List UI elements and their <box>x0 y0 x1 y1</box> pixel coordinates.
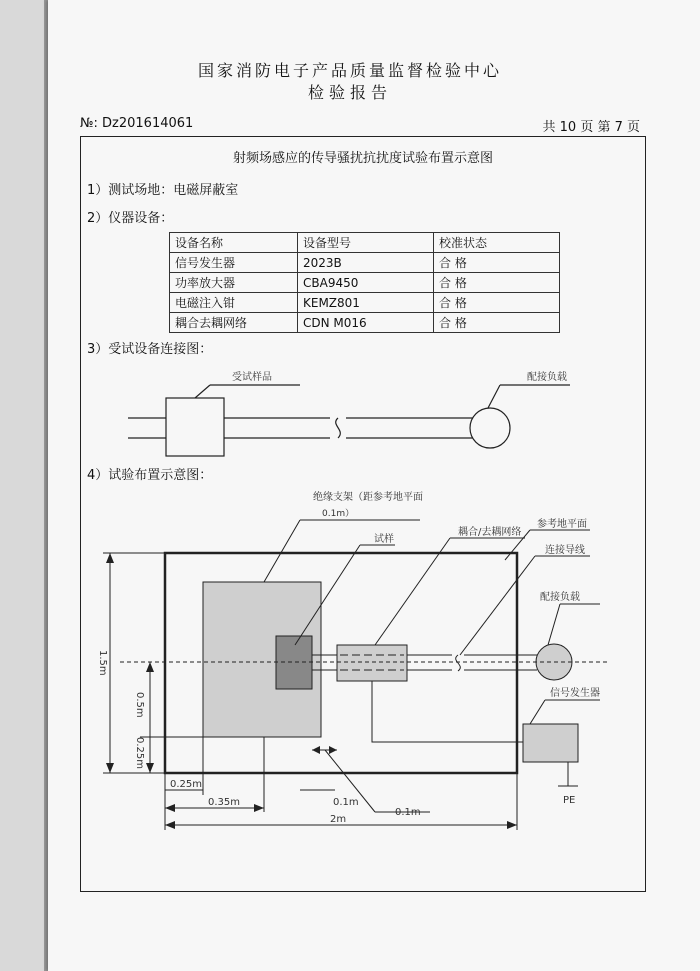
table-header-cell: 校准状态 <box>434 233 560 253</box>
signal-generator-box <box>523 724 578 762</box>
arrowhead <box>165 804 175 812</box>
dim-2m-label: 2m <box>330 814 347 825</box>
cdn-label: 耦合/去耦网络 <box>458 527 522 538</box>
table-cell: 信号发生器 <box>170 253 298 273</box>
item-instruments: 2）仪器设备： <box>87 211 174 226</box>
generator-cable <box>372 681 523 742</box>
table-cell: 合 格 <box>434 293 560 313</box>
item-test-site: 1）测试场地：电磁屏蔽室 <box>87 183 239 198</box>
leader-line <box>460 556 535 655</box>
dim-0-1m-label: 0.1m <box>333 797 359 808</box>
table-cell: 电磁注入钳 <box>170 293 298 313</box>
table-cell: CBA9450 <box>298 273 434 293</box>
arrowhead <box>312 746 320 754</box>
item-connection: 3）受试设备连接图： <box>87 342 213 357</box>
document-number: №: Dz201614061 <box>80 116 194 131</box>
arrowhead <box>106 763 114 773</box>
cable-label: 连接导线 <box>545 545 585 556</box>
eut-label: 受试样品 <box>232 372 272 383</box>
table-cell: 合 格 <box>434 313 560 333</box>
dim-0-25m-h-label: 0.25m <box>170 779 203 790</box>
page-info: 共 10 页 第 7 页 <box>542 120 640 135</box>
table-cell: 合 格 <box>434 273 560 293</box>
center-name: 国家消防电子产品质量监督检验中心 <box>197 61 502 80</box>
cdn-box <box>337 645 407 681</box>
dim-0-5m-label: 0.5m <box>134 692 145 718</box>
load-label: 配接负载 <box>540 592 580 603</box>
leader-line <box>548 604 560 645</box>
leader-line <box>530 700 545 724</box>
table-cell: 耦合去耦网络 <box>170 313 298 333</box>
table-cell: 合 格 <box>434 253 560 273</box>
arrowhead <box>507 821 517 829</box>
table-cell: 2023B <box>298 253 434 273</box>
arrowhead <box>146 662 154 672</box>
table-cell: 功率放大器 <box>170 273 298 293</box>
leader-line <box>264 520 300 582</box>
arrowhead <box>329 746 337 754</box>
table-header-cell: 设备名称 <box>170 233 298 253</box>
arrowhead <box>106 553 114 563</box>
insulation-label: 绝缘支架（距参考地平面 <box>313 492 423 503</box>
report-title: 检验报告 <box>307 83 392 102</box>
cable-break <box>456 655 461 671</box>
load-label: 配接负载 <box>527 372 567 383</box>
table-cell: KEMZ801 <box>298 293 434 313</box>
arrowhead <box>165 821 175 829</box>
sample-label: 试样 <box>374 534 394 545</box>
item-layout: 4）试验布置示意图： <box>87 468 213 483</box>
dim-1-5m-label: 1.5m <box>97 650 108 676</box>
arrowhead <box>254 804 264 812</box>
table-header-cell: 设备型号 <box>298 233 434 253</box>
section-title: 射频场感应的传导骚扰抗扰度试验布置示意图 <box>232 151 493 166</box>
dim-0-1m-label: 0.1m <box>395 807 421 818</box>
pe-label: PE <box>563 795 576 806</box>
arrowhead <box>146 763 154 773</box>
dim-0-25m-v-label: 0.25m <box>134 737 145 770</box>
dim-0-35m-label: 0.35m <box>208 797 241 808</box>
table-cell: CDN M016 <box>298 313 434 333</box>
generator-label: 信号发生器 <box>550 688 600 699</box>
insulation-dim: 0.1m） <box>322 509 355 519</box>
ground-plane-label: 参考地平面 <box>537 519 587 530</box>
